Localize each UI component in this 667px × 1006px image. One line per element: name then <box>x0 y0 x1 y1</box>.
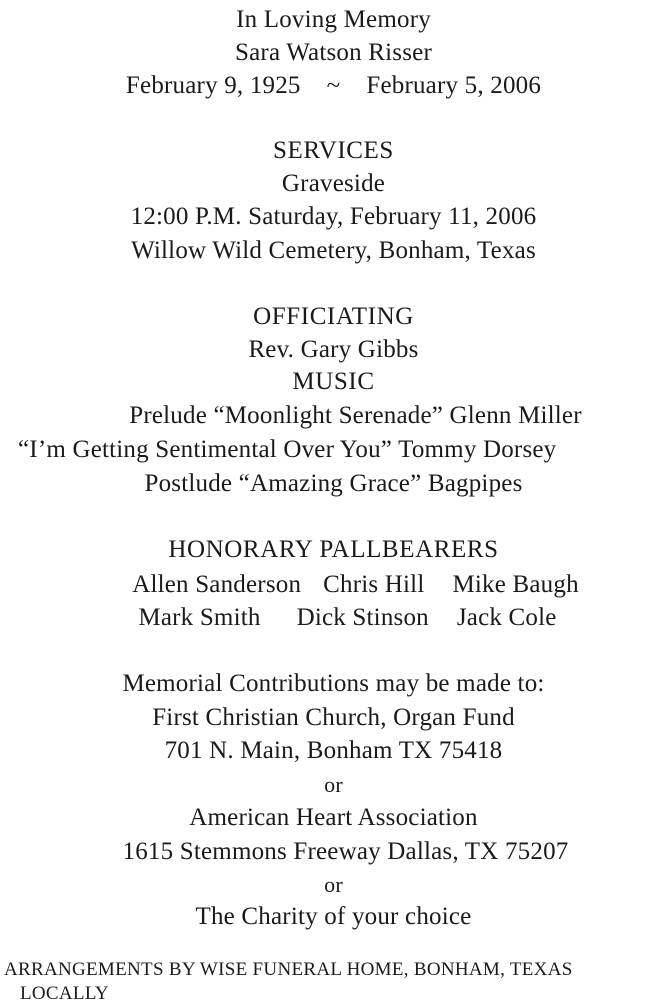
pallbearer: Jack Cole <box>456 604 557 631</box>
death-date: February 5, 2006 <box>366 72 542 99</box>
memorial-org2-name: American Heart Association <box>189 804 478 831</box>
officiant-name: Rev. Gary Gibbs <box>248 336 419 363</box>
services-heading: SERVICES <box>273 137 394 164</box>
service-datetime: 12:00 P.M. Saturday, February 11, 2006 <box>130 203 537 230</box>
memorial-org1-name: First Christian Church, Organ Fund <box>152 704 515 731</box>
service-location: Willow Wild Cemetery, Bonham, Texas <box>131 237 536 264</box>
officiating-heading: OFFICIATING <box>253 303 414 330</box>
arrangements-cutoff-line: LOCALLY <box>20 983 109 1004</box>
pallbearer: Allen Sanderson <box>132 571 302 598</box>
pallbearers-heading: HONORARY PALLBEARERS <box>168 536 499 563</box>
memorial-intro: Memorial Contributions may be made to: <box>122 670 545 697</box>
music-prelude: Prelude “Moonlight Serenade” Glenn Miller <box>129 402 582 429</box>
music-postlude: Postlude “Amazing Grace” Bagpipes <box>144 470 523 497</box>
music-heading: MUSIC <box>292 368 375 395</box>
pallbearer: Dick Stinson <box>296 604 429 631</box>
memorial-org3: The Charity of your choice <box>195 903 472 930</box>
pallbearer: Chris Hill <box>323 571 425 598</box>
memorial-or-2: or <box>324 872 343 897</box>
date-separator: ~ <box>326 72 341 99</box>
service-type: Graveside <box>281 170 386 197</box>
arrangements-line: ARRANGEMENTS BY WISE FUNERAL HOME, BONHAM, TEXAS <box>4 959 573 980</box>
memorial-title: In Loving Memory <box>236 6 431 33</box>
memorial-org2-address: 1615 Stemmons Freeway Dallas, TX 75207 <box>122 838 569 865</box>
pallbearers-row-2 <box>14 603 667 633</box>
pallbearer: Mark Smith <box>138 604 261 631</box>
music-selection: “I’m Getting Sentimental Over You” Tommy Dorsey <box>18 436 557 463</box>
pallbearer: Mike Baugh <box>452 571 579 598</box>
pallbearers-row-1 <box>22 570 667 600</box>
memorial-or-1: or <box>324 772 343 797</box>
life-dates <box>0 71 667 101</box>
deceased-name: Sara Watson Risser <box>235 39 432 66</box>
birth-date: February 9, 1925 <box>125 72 301 99</box>
memorial-org1-address: 701 N. Main, Bonham TX 75418 <box>164 737 503 764</box>
